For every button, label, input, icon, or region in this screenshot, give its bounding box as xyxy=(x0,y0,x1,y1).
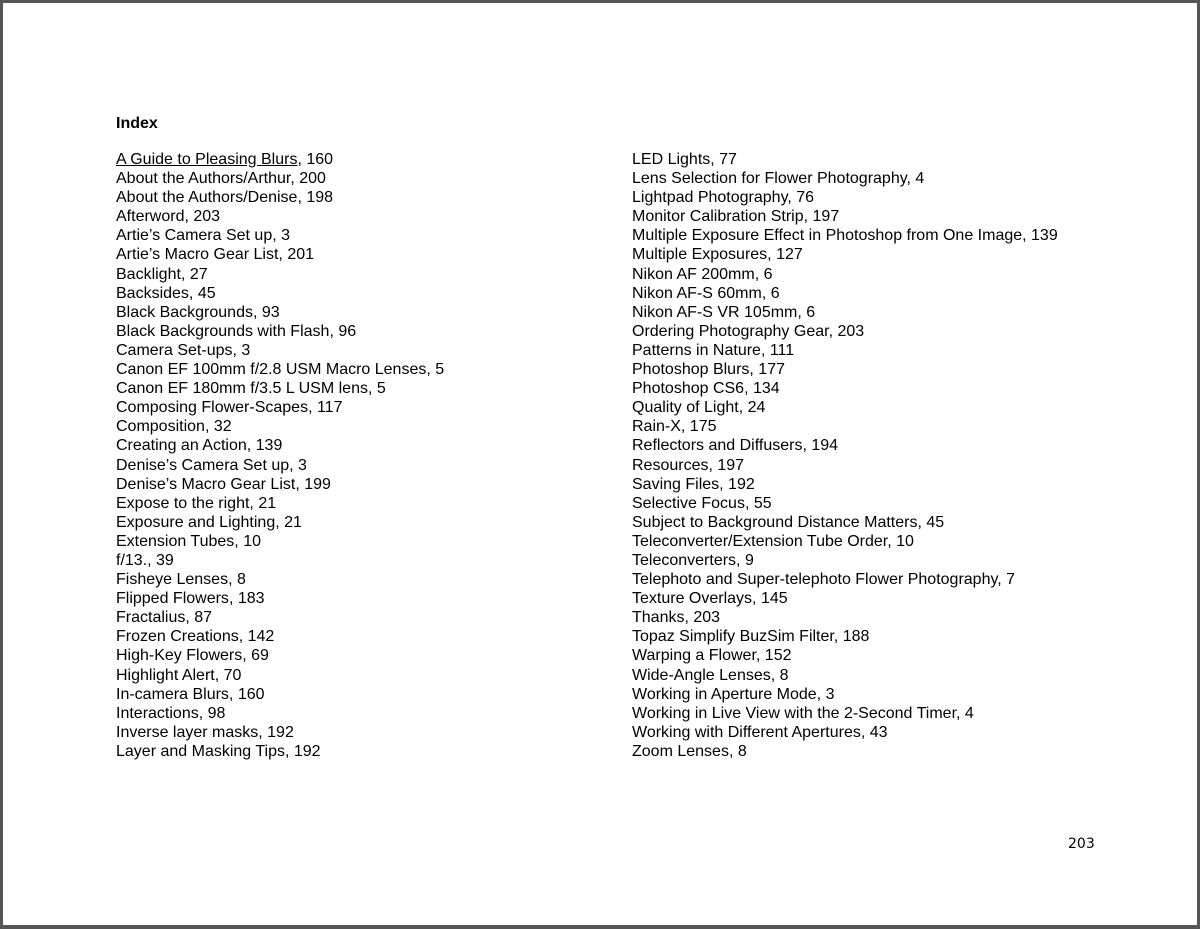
index-entry: Exposure and Lighting, 21 xyxy=(116,513,302,531)
index-entry: Afterword, 203 xyxy=(116,208,221,226)
index-entry-term: Reflectors and Diffusers xyxy=(632,437,803,455)
index-entry-term: Black Backgrounds with Flash xyxy=(116,322,330,340)
index-entry: High-Key Flowers, 69 xyxy=(116,647,269,665)
index-entry: Working in Live View with the 2-Second Timer, 4 xyxy=(632,704,974,722)
index-entry: Working in Aperture Mode, 3 xyxy=(632,685,835,703)
index-entry-page: 203 xyxy=(837,322,865,340)
index-entry: In-camera Blurs, 160 xyxy=(116,685,265,703)
index-entry-page: 139 xyxy=(1031,227,1058,245)
index-entry-term: Inverse layer masks xyxy=(116,723,259,741)
index-entry-link[interactable]: A Guide to Pleasing Blurs xyxy=(116,151,298,168)
index-entry-term: Fisheye Lenses xyxy=(116,571,229,589)
index-entry: Teleconverter/Extension Tube Order, 10 xyxy=(632,532,914,550)
index-entry-page: 21 xyxy=(284,513,302,531)
index-entry-page: 194 xyxy=(811,437,839,455)
index-entry-term: Telephoto and Super-telephoto Flower Photography xyxy=(632,571,998,589)
index-entry: Interactions, 98 xyxy=(116,704,226,722)
index-entry-page: 3 xyxy=(281,227,291,245)
index-entry-term: Patterns in Nature xyxy=(632,341,761,359)
index-entry: Layer and Masking Tips, 192 xyxy=(116,742,321,760)
index-entry-term: Teleconverter/Extension Tube Order xyxy=(632,532,888,550)
index-entry-page: 4 xyxy=(964,704,974,722)
index-entry: About the Authors/Arthur, 200 xyxy=(116,170,326,188)
index-entry: Black Backgrounds with Flash, 96 xyxy=(116,322,357,340)
index-entry-page: 199 xyxy=(304,475,331,493)
index-entry-page: 3 xyxy=(298,456,307,474)
index-entry-page: 5 xyxy=(435,361,445,379)
index-entry-page: 96 xyxy=(338,322,357,340)
index-entry: Multiple Exposure Effect in Photoshop from One Image, 139 xyxy=(632,227,1058,245)
index-column-left xyxy=(116,150,444,761)
index-entry: Zoom Lenses, 8 xyxy=(632,742,747,760)
index-entry-page: 43 xyxy=(869,723,888,741)
index-entry-term: Multiple Exposures xyxy=(632,246,768,264)
index-entry-term: Thanks xyxy=(632,609,685,627)
index-entry-term: Lens Selection for Flower Photography xyxy=(632,170,907,188)
index-entry-page: 127 xyxy=(776,246,803,264)
index-entry-page: 192 xyxy=(267,723,294,741)
index-entry-term: Fractalius xyxy=(116,609,186,627)
index-entry: Photoshop CS6, 134 xyxy=(632,380,780,398)
index-entry-term: In-camera Blurs xyxy=(116,685,229,703)
index-entry: Photoshop Blurs, 177 xyxy=(632,361,785,379)
index-entry-page: 9 xyxy=(744,551,754,569)
index-entry-term: Interactions xyxy=(116,704,199,722)
index-entry-term: Artie’s Camera Set up xyxy=(116,227,273,245)
index-entry-page: 139 xyxy=(255,437,283,455)
index-entry: Creating an Action, 139 xyxy=(116,437,283,455)
index-entry-term: Working in Aperture Mode xyxy=(632,685,817,703)
index-entry-page: 192 xyxy=(728,475,755,493)
index-entry-term: Expose to the right xyxy=(116,494,250,512)
index-entry-term: Canon EF 100mm f/2.8 USM Macro Lenses xyxy=(116,361,427,379)
index-entry-page: 45 xyxy=(926,513,945,531)
index-entry: Teleconverters, 9 xyxy=(632,551,754,569)
index-entry-page: 8 xyxy=(737,742,747,760)
index-entry-page: 117 xyxy=(316,399,343,417)
index-entry: Composing Flower-Scapes, 117 xyxy=(116,399,343,417)
index-entry: Denise’s Macro Gear List, 199 xyxy=(116,475,331,493)
index-entry: Black Backgrounds, 93 xyxy=(116,303,280,321)
index-entry-term: Working with Different Apertures xyxy=(632,723,861,741)
index-entry-term: Nikon AF 200mm xyxy=(632,265,755,283)
index-entry-page: 200 xyxy=(299,170,326,188)
index-entry: Texture Overlays, 145 xyxy=(632,590,788,608)
index-entry-page: 4 xyxy=(915,170,925,188)
index-entry: Subject to Background Distance Matters, 45 xyxy=(632,513,945,531)
index-entry-page: 32 xyxy=(213,418,232,436)
index-entry-term: Afterword xyxy=(116,208,185,226)
index-entry-term: Topaz Simplify BuzSim Filter xyxy=(632,628,834,646)
index-entry: Fractalius, 87 xyxy=(116,609,213,627)
index-entry: Artie’s Macro Gear List, 201 xyxy=(116,246,315,264)
index-entry-page: 70 xyxy=(223,666,242,684)
index-entry-page: 98 xyxy=(207,704,226,722)
index-entry: Working with Different Apertures, 43 xyxy=(632,723,888,741)
index-entry-page: 188 xyxy=(842,628,870,646)
page-number: 203 xyxy=(1068,836,1095,852)
index-entry-page: 87 xyxy=(194,609,213,627)
index-entry-term: Highlight Alert xyxy=(116,666,215,684)
index-entry-page: 134 xyxy=(752,380,780,398)
index-entry: Wide-Angle Lenses, 8 xyxy=(632,666,789,684)
index-entry-term: Texture Overlays xyxy=(632,590,753,608)
index-entry-term: Rain-X xyxy=(632,418,681,436)
index-entry[interactable]: A Guide to Pleasing Blurs, 160 xyxy=(116,151,334,168)
index-entry: Lens Selection for Flower Photography, 4 xyxy=(632,170,925,188)
index-entry-term: Exposure and Lighting xyxy=(116,513,276,531)
index-entry-term: Composing Flower-Scapes xyxy=(116,399,309,417)
index-entry: Ordering Photography Gear, 203 xyxy=(632,322,865,340)
index-entry-page: 77 xyxy=(719,151,737,168)
index-entry: f/13., 39 xyxy=(116,551,174,569)
index-entry-term: Frozen Creations xyxy=(116,628,239,646)
index-entry: Extension Tubes, 10 xyxy=(116,532,261,550)
index-entry-page: 160 xyxy=(306,151,334,168)
index-entry: Camera Set-ups, 3 xyxy=(116,341,251,359)
index-entry: Multiple Exposures, 127 xyxy=(632,246,803,264)
index-entry-page: 175 xyxy=(689,418,717,436)
index-entry-term: Canon EF 180mm f/3.5 L USM lens xyxy=(116,380,368,398)
index-entry-term: Creating an Action xyxy=(116,437,247,455)
index-entry-term: Backsides xyxy=(116,284,189,302)
index-entry-page: 69 xyxy=(251,647,269,665)
index-entry: Thanks, 203 xyxy=(632,609,721,627)
index-entry-term: High-Key Flowers xyxy=(116,647,243,665)
index-entry: Flipped Flowers, 183 xyxy=(116,590,265,608)
index-entry-term: f/13. xyxy=(116,551,148,569)
index-entry: Frozen Creations, 142 xyxy=(116,628,275,646)
index-entry-term: Extension Tubes xyxy=(116,532,235,550)
index-entry-page: 203 xyxy=(693,609,721,627)
index-entry-page: 5 xyxy=(376,380,386,398)
index-entry-term: Teleconverters xyxy=(632,551,737,569)
index-entry-page: 201 xyxy=(287,246,315,264)
index-entry: Lightpad Photography, 76 xyxy=(632,189,815,207)
index-entry-term: Zoom Lenses xyxy=(632,742,729,760)
index-entry-term: Photoshop Blurs xyxy=(632,361,750,379)
index-entry: Backsides, 45 xyxy=(116,284,216,302)
index-entry: Inverse layer masks, 192 xyxy=(116,723,294,741)
index-entry-term: Resources xyxy=(632,456,709,474)
index-entry: Monitor Calibration Strip, 197 xyxy=(632,208,840,226)
index-entry: Canon EF 100mm f/2.8 USM Macro Lenses, 5 xyxy=(116,361,445,379)
index-entry-page: 6 xyxy=(806,303,816,321)
index-entry: Denise’s Camera Set up, 3 xyxy=(116,456,307,474)
index-entry-term: Working in Live View with the 2-Second Timer xyxy=(632,704,957,722)
index-entry-term: Wide-Angle Lenses xyxy=(632,666,771,684)
index-entry-page: 8 xyxy=(236,571,246,589)
index-entry-page: 39 xyxy=(156,551,174,569)
index-entry-page: 45 xyxy=(197,284,216,302)
index-entry-page: 24 xyxy=(747,399,766,417)
index-entry-page: 152 xyxy=(764,647,792,665)
index-entry-page: 197 xyxy=(812,208,840,226)
page-title: Index xyxy=(116,115,158,132)
index-entry-term: Camera Set-ups xyxy=(116,341,233,359)
index-entry-page: 203 xyxy=(193,208,221,226)
index-entry-term: Multiple Exposure Effect in Photoshop from One Image xyxy=(632,227,1023,245)
index-entry-page: 145 xyxy=(760,590,788,608)
index-entry: Artie’s Camera Set up, 3 xyxy=(116,227,291,245)
index-entry: Canon EF 180mm f/3.5 L USM lens, 5 xyxy=(116,380,386,398)
index-entry: Warping a Flower, 152 xyxy=(632,647,792,665)
index-entry-term: Flipped Flowers xyxy=(116,590,229,608)
index-entry-term: Monitor Calibration Strip xyxy=(632,208,804,226)
index-entry-term: Denise’s Camera Set up xyxy=(116,456,290,474)
index-entry-term: Denise’s Macro Gear List xyxy=(116,475,296,493)
index-entry-page: 142 xyxy=(247,628,275,646)
index-entry-page: 6 xyxy=(763,265,773,283)
index-entry: Telephoto and Super-telephoto Flower Photography, 7 xyxy=(632,571,1016,589)
index-entry-term: Quality of Light xyxy=(632,399,739,417)
index-entry-page: 177 xyxy=(758,361,785,379)
index-entry: Highlight Alert, 70 xyxy=(116,666,242,684)
index-entry-term: Subject to Background Distance Matters xyxy=(632,513,918,531)
index-entry-term: Black Backgrounds xyxy=(116,303,253,321)
index-entry-term: Layer and Masking Tips xyxy=(116,742,285,760)
index-entry-page: 160 xyxy=(237,685,265,703)
index-entry-page: 198 xyxy=(306,189,334,207)
index-entry-page: 197 xyxy=(717,456,745,474)
index-entry-term: About the Authors/Denise xyxy=(116,189,298,207)
index-entry: Nikon AF 200mm, 6 xyxy=(632,265,773,283)
index-entry-page: 111 xyxy=(769,341,795,359)
index-entry-term: Ordering Photography Gear xyxy=(632,322,829,340)
index-entry-term: Nikon AF-S VR 105mm xyxy=(632,303,798,321)
index-entry-term: LED Lights xyxy=(632,151,711,168)
index-entry-page: 10 xyxy=(243,532,261,550)
index-entry: About the Authors/Denise, 198 xyxy=(116,189,334,207)
index-entry-page: 21 xyxy=(258,494,277,512)
index-entry: Nikon AF-S 60mm, 6 xyxy=(632,284,780,302)
index-entry-page: 183 xyxy=(237,590,265,608)
index-entry: Expose to the right, 21 xyxy=(116,494,277,512)
index-entry-term: Saving Files xyxy=(632,475,720,493)
index-entry-page: 76 xyxy=(796,189,815,207)
index-entry: Patterns in Nature, 111 xyxy=(632,341,795,359)
index-entry-page: 3 xyxy=(825,685,835,703)
index-entry: Topaz Simplify BuzSim Filter, 188 xyxy=(632,628,870,646)
index-entry-term: Warping a Flower xyxy=(632,647,756,665)
index-entry-page: 192 xyxy=(293,742,321,760)
index-entry-term: Photoshop CS6 xyxy=(632,380,745,398)
index-entry: Resources, 197 xyxy=(632,456,745,474)
index-entry: Selective Focus, 55 xyxy=(632,494,772,512)
index-entry-term: Selective Focus xyxy=(632,494,745,512)
index-entry: Fisheye Lenses, 8 xyxy=(116,571,246,589)
index-column-right xyxy=(632,150,1058,761)
index-entry: Composition, 32 xyxy=(116,418,232,436)
index-entry-page: 7 xyxy=(1006,571,1016,589)
index-entry-page: 6 xyxy=(770,284,780,302)
index-entry: LED Lights, 77 xyxy=(632,151,737,168)
index-entry: Reflectors and Diffusers, 194 xyxy=(632,437,839,455)
index-entry: Nikon AF-S VR 105mm, 6 xyxy=(632,303,816,321)
index-entry-page: 27 xyxy=(189,265,208,283)
index-entry-page: 3 xyxy=(241,341,251,359)
index-entry-term: Composition xyxy=(116,418,205,436)
index-entry-term: Backlight xyxy=(116,265,181,283)
index-entry-term: Lightpad Photography xyxy=(632,189,788,207)
index-entry: Quality of Light, 24 xyxy=(632,399,766,417)
index-entry-page: 10 xyxy=(896,532,914,550)
index-entry-term: About the Authors/Arthur xyxy=(116,170,291,188)
index-entry-term: Nikon AF-S 60mm xyxy=(632,284,762,302)
index-entry-page: 93 xyxy=(261,303,280,321)
index-entry: Saving Files, 192 xyxy=(632,475,755,493)
index-entry-page: 55 xyxy=(753,494,772,512)
index-entry: Backlight, 27 xyxy=(116,265,208,283)
index-entry: Rain-X, 175 xyxy=(632,418,717,436)
index-entry-term: Artie’s Macro Gear List xyxy=(116,246,279,264)
index-entry-page: 8 xyxy=(779,666,789,684)
